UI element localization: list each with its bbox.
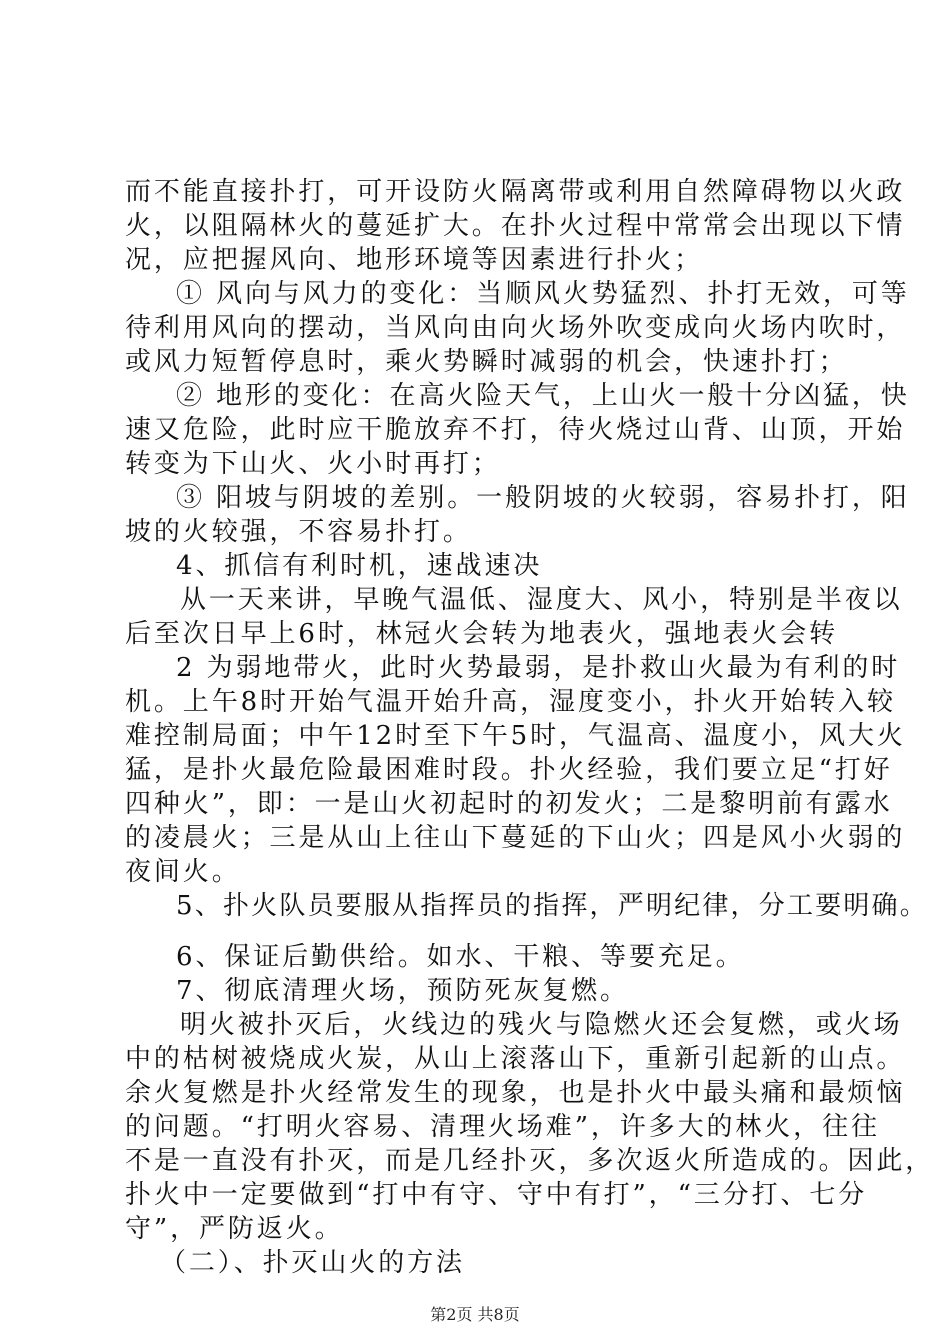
text-line: 明火被扑灭后，火线边的残火与隐燃火还会复燃，或火场 bbox=[180, 1010, 903, 1040]
page-footer: 第2页 共8页 bbox=[430, 1305, 520, 1324]
section-heading: 4、抓信有利时机，速战速决 bbox=[176, 551, 543, 581]
text-line: 转变为下山火、火小时再打； bbox=[125, 449, 501, 479]
text-line: 或风力短暂停息时，乘火势瞬时减弱的机会，快速扑打； bbox=[125, 347, 848, 377]
text-line: 从一天来讲，早晚气温低、湿度大、风小，特别是半夜以 bbox=[180, 585, 903, 615]
text-line: 守”，严防返火。 bbox=[125, 1214, 344, 1244]
section-heading: （二）、扑灭山火的方法 bbox=[160, 1248, 465, 1278]
text-line: 猛，是扑火最危险最困难时段。扑火经验，我们要立足“打好 bbox=[125, 755, 893, 785]
text-line: 夜间火。 bbox=[125, 857, 241, 887]
text-line: 扑火中一定要做到“打中有守、守中有打”，“三分打、七分 bbox=[125, 1180, 868, 1210]
text-line: ③ 阳坡与阴坡的差别。一般阴坡的火较弱，容易扑打，阳 bbox=[176, 483, 910, 513]
section-heading: 6、保证后勤供给。如水、干粮、等要充足。 bbox=[176, 942, 745, 972]
text-line: 中的枯树被烧成火炭，从山上滚落山下，重新引起新的山点。 bbox=[125, 1044, 906, 1074]
text-line: ① 风向与风力的变化：当顺风火势猛烈、扑打无效，可等 bbox=[176, 279, 910, 309]
text-line: 况，应把握风向、地形环境等因素进行扑火； bbox=[125, 245, 704, 275]
text-line: 机。上午8时开始气温开始升高，湿度变小，扑火开始转入较 bbox=[125, 687, 896, 717]
text-line: 的问题。“打明火容易、清理火场难”，许多大的林火，往往 bbox=[125, 1112, 880, 1142]
text-line: 的凌晨火；三是从山上往山下蔓延的下山火；四是风小火弱的 bbox=[125, 823, 906, 853]
text-line: 而不能直接扑打，可开设防火隔离带或利用自然障碍物以火政 bbox=[125, 177, 906, 207]
text-line: 火，以阻隔林火的蔓延扩大。在扑火过程中常常会出现以下情 bbox=[125, 211, 906, 241]
text-line: 后至次日早上6时，林冠火会转为地表火，强地表火会转 bbox=[125, 619, 839, 649]
section-heading: 7、彻底清理火场，预防死灰复燃。 bbox=[176, 976, 629, 1006]
text-line: 坡的火较强，不容易扑打。 bbox=[125, 517, 472, 547]
text-line: 余火复燃是扑火经常发生的现象，也是扑火中最头痛和最烦恼 bbox=[125, 1078, 906, 1108]
text-line: 2 为弱地带火，此时火势最弱，是扑救山火最为有利的时 bbox=[176, 653, 901, 683]
section-heading: 5、扑火队员要服从指挥员的指挥，严明纪律，分工要明确。 bbox=[176, 891, 928, 921]
text-line: 四种火”，即：一是山火初起时的初发火；二是黎明前有露水 bbox=[125, 789, 893, 819]
text-line: 待利用风向的摆动，当风向由向火场外吹变成向火场内吹时， bbox=[125, 313, 906, 343]
text-line: 难控制局面；中午12时至下午5时，气温高、温度小，风大火 bbox=[125, 721, 906, 751]
text-line: 不是一直没有扑灭，而是几经扑灭，多次返火所造成的。因此， bbox=[125, 1146, 935, 1176]
text-line: ② 地形的变化：在高火险天气，上山火一般十分凶猛，快 bbox=[176, 381, 910, 411]
text-line: 速又危险，此时应干脆放弃不打，待火烧过山背、山顶，开始 bbox=[125, 415, 906, 445]
